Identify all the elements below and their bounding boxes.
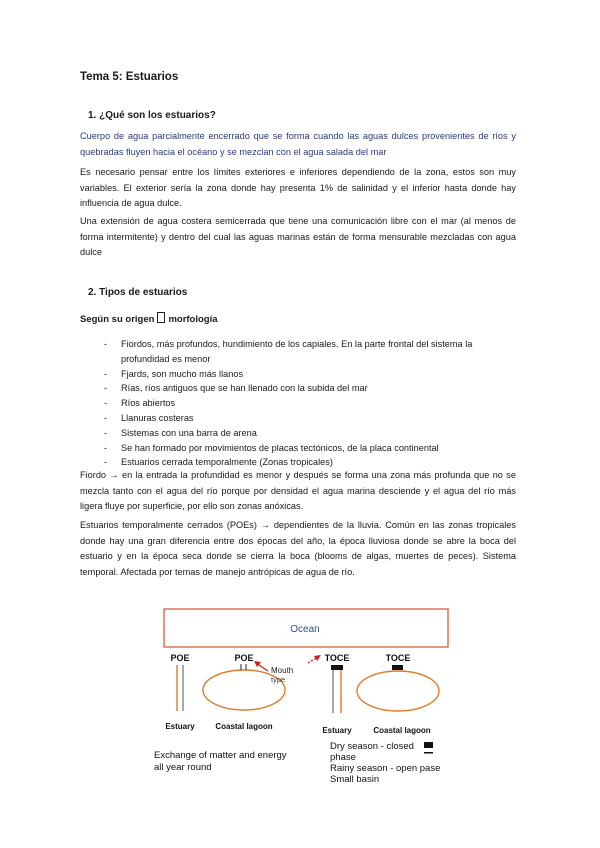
toce-coastal-lagoon [357, 671, 439, 711]
section-heading-what-are-estuaries: 1. ¿Qué son los estuarios? [88, 110, 216, 121]
estuary-diagram [140, 603, 470, 773]
coastal-definition-paragraph: Una extensión de agua costera semicerrada que tiene una comunicación libre con el mar (al menos de forma intermitente) y dentro del cual las aguas marinas están de forma mensurable mezcladas con agua dulce [80, 216, 516, 257]
definition-paragraph: Cuerpo de agua parcialmente encerrado que se forma cuando las aguas dulces provenientes de ríos y quebradas fluyen hacia el océano y se mezclan con el agua salada del mar [80, 131, 516, 157]
dry-season-caption-line1: Dry season - closed [330, 741, 414, 752]
toce-label-estuary: TOCE [324, 653, 350, 663]
lagoon-label-poe: Coastal lagoon [215, 722, 273, 731]
mouth-type-arrow-icon [254, 661, 268, 671]
open-mouth-legend-icon [424, 752, 433, 754]
lagoon-label-toce: Coastal lagoon [373, 726, 431, 735]
rainy-season-caption: Rainy season - open pase [330, 763, 441, 773]
dry-season-caption-line2: phase [330, 752, 356, 763]
poe-estuary-channel [177, 665, 183, 711]
mouth-type-label-line2: type [271, 675, 286, 684]
ocean-label: Ocean [290, 624, 320, 635]
toce-arrow-icon [308, 655, 321, 663]
list-item: - Rías, ríos antiguos que se han llenado con la subida del mar [104, 381, 516, 396]
poe-label-estuary: POE [170, 653, 190, 663]
page-title: Tema 5: Estuarios [80, 71, 179, 83]
small-basin-caption: Small basin [330, 774, 380, 785]
toce-label-lagoon: TOCE [385, 653, 411, 663]
poe-paragraph: Estuarios temporalmente cerrados (POEs) → dependientes de la lluvia. Común en las zonas tropicales donde hay una gran diferencia entre dos épocas del año, la época lluviosa donde se abre la boca del estuario y en la época seca donde se cierra la boca (blooms de algas, muertes de peces). Sistema temporal. Afectada por temas de manejo antrópicas de agua de río. [80, 520, 516, 577]
list-item: - Fiordos, más profundos, hundimiento de los capiales. En la parte frontal del sistema la profundidad es menor [104, 337, 516, 367]
fjord-paragraph: Fiordo → en la entrada la profundidad es menor y después se forma una zona más profunda que no se mezcla tanto con el agua del río porque por densidad el agua marina desciende y el agua del río más ligera fluye por superficie, por ello son zonas anóxicas. [80, 470, 516, 511]
exchange-caption-line1: Exchange of matter and energy [154, 750, 287, 761]
list-item: - Fjards, son mucho más llanos [104, 367, 516, 382]
limits-paragraph: Es necesario pensar entre los límites exteriores e inferiores dependiendo de la zona, estos son muy variables. El exterior sería la zona donde hay presenta 1% de salinidad y el inferior hasta donde hay influencia de agua dulce. [80, 167, 516, 208]
subheading-morphology-text: morfología [168, 314, 218, 325]
closed-mouth-legend-icon [424, 742, 433, 748]
toce-estuary-channel [331, 665, 343, 713]
section-heading-estuary-types: 2. Tipos de estuarios [88, 287, 188, 298]
list-item: - Ríos abiertos [104, 396, 516, 411]
exchange-caption-line2: all year round [154, 762, 212, 773]
origin-subheading [80, 312, 218, 325]
missing-glyph-icon [157, 312, 165, 323]
subheading-origin-text: Según su origen [80, 314, 155, 325]
list-item: - Se han formado por movimientos de placas tectónicos, de la placa continental [104, 441, 516, 456]
list-item: - Llanuras costeras [104, 411, 516, 426]
poe-label-lagoon: POE [234, 653, 254, 663]
list-item: - Sistemas con una barra de arena [104, 426, 516, 441]
mouth-type-label-line1: Mouth [271, 666, 294, 675]
list-item: - Estuarios cerrada temporalmente (Zonas tropicales) [104, 455, 516, 470]
poe-lagoon-mouth [241, 664, 246, 670]
estuary-label-poe: Estuary [165, 722, 195, 731]
estuary-label-toce: Estuary [322, 726, 352, 735]
toce-lagoon-closed-mouth [392, 665, 403, 670]
estuary-types-list [104, 337, 516, 470]
